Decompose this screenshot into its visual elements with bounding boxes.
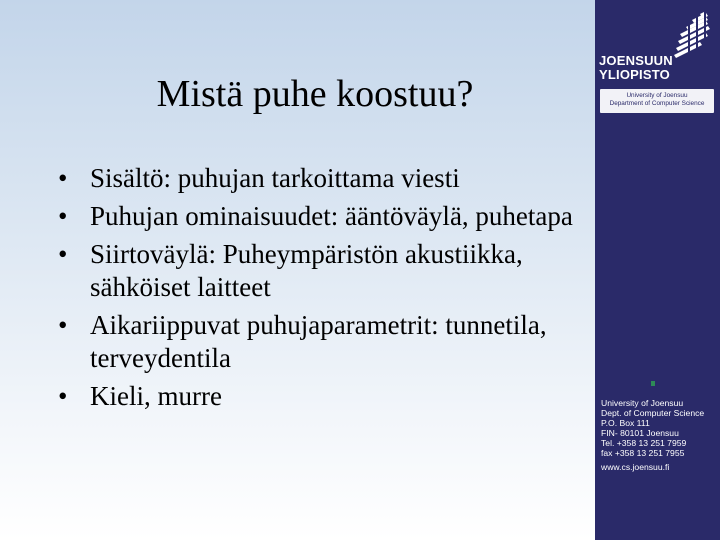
contact-line: University of Joensuu <box>601 398 684 408</box>
department-label <box>600 89 714 113</box>
bullet-dot: • <box>58 310 68 340</box>
dept-line-2: Department of Computer Science <box>609 100 705 107</box>
bullet-text: Siirtoväylä: Puheympäristön akustiikka, sähköiset laitteet <box>90 239 523 302</box>
bullet-list <box>58 162 578 418</box>
logo-line-2: YLIOPISTO <box>599 67 670 82</box>
bullet-dot: • <box>58 381 68 411</box>
university-logo-icon <box>672 12 714 58</box>
bullet-item <box>58 380 578 413</box>
bullet-item <box>58 162 578 195</box>
bullet-text: Kieli, murre <box>90 381 222 411</box>
contact-line: Tel. +358 13 251 7959 <box>601 438 687 448</box>
contact-line: fax +358 13 251 7955 <box>601 448 685 458</box>
bullet-text: Aikariippuvat puhujaparametrit: tunnetila, terveydentila <box>90 310 547 373</box>
contact-info <box>601 398 720 472</box>
bullet-dot: • <box>58 163 68 193</box>
slide-title: Mistä puhe koostuu? <box>156 73 474 115</box>
dept-line-1: University of Joensuu <box>626 92 688 99</box>
bullet-text: Puhujan ominaisuudet: ääntöväylä, puhetapa <box>90 201 573 231</box>
bullet-text: Sisältö: puhujan tarkoittama viesti <box>90 163 460 193</box>
contact-line: FIN- 80101 Joensuu <box>601 428 679 438</box>
bullet-dot: • <box>58 239 68 269</box>
sidebar <box>595 0 720 540</box>
bullet-dot: • <box>58 201 68 231</box>
bullet-item <box>58 309 578 375</box>
university-wordmark <box>599 54 673 82</box>
website-link[interactable]: www.cs.joensuu.fi <box>601 462 670 472</box>
bullet-item <box>58 200 578 233</box>
accent-dot <box>651 381 655 386</box>
bullet-item <box>58 238 578 304</box>
contact-line: Dept. of Computer Science <box>601 408 705 418</box>
contact-line: P.O. Box 111 <box>601 418 650 428</box>
logo-line-1: JOENSUUN <box>599 53 673 68</box>
